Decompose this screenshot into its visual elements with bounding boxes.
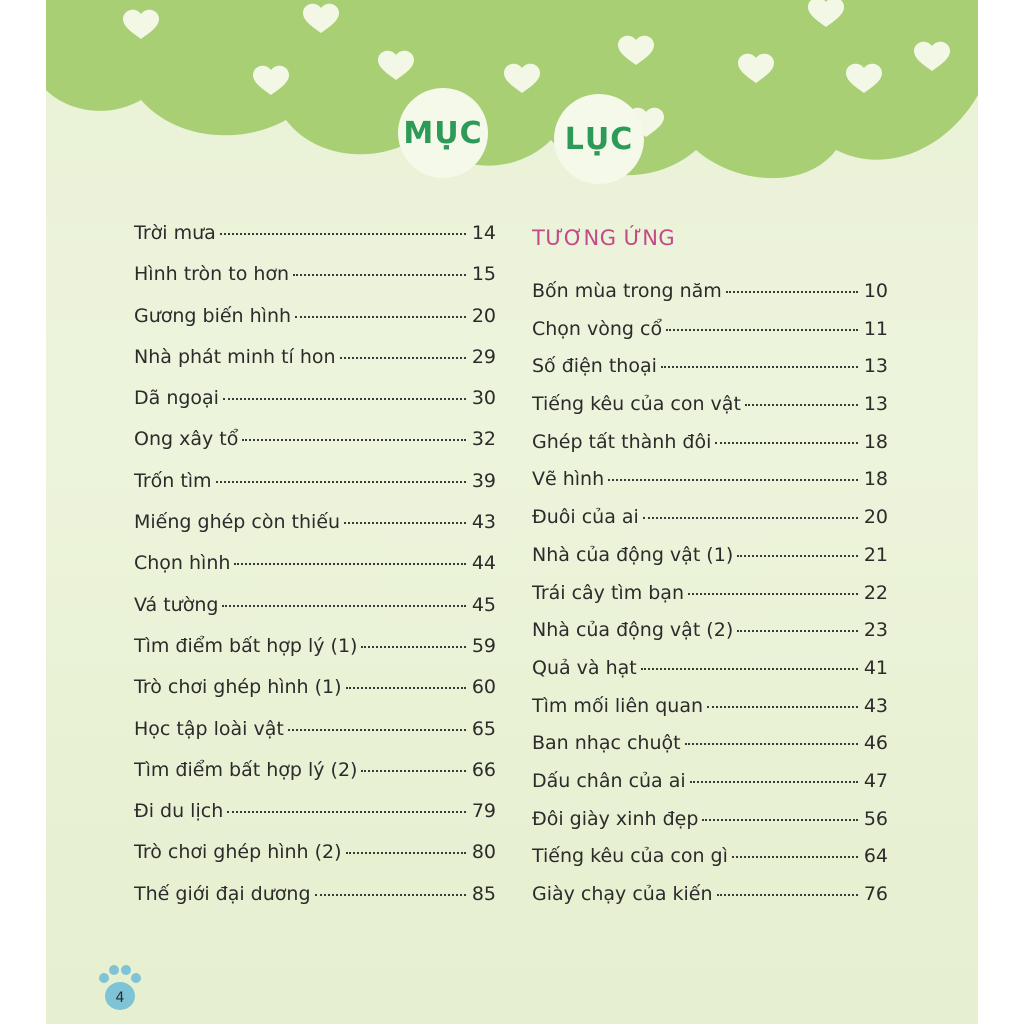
- dot-leader: [293, 274, 466, 276]
- toc-entry: [134, 759, 496, 800]
- toc-entry: [532, 280, 888, 318]
- toc-entry: [134, 387, 496, 428]
- dot-leader: [661, 366, 858, 368]
- toc-entry-title: Chọn vòng cổ: [532, 317, 663, 340]
- toc-entry-page: 66: [471, 758, 496, 781]
- toc-right-column: [532, 226, 888, 921]
- dot-leader: [641, 668, 858, 670]
- toc-entry-title: Dã ngoại: [134, 387, 219, 410]
- dot-leader: [737, 630, 858, 632]
- toc-entry-title: Đuôi của ai: [532, 506, 639, 529]
- toc-entry: [532, 468, 888, 506]
- toc-entry-page: 13: [863, 355, 888, 378]
- toc-entry-page: 59: [471, 634, 496, 657]
- toc-entry: [134, 841, 496, 882]
- dot-leader: [745, 404, 858, 406]
- toc-entry-title: Ong xây tổ: [134, 428, 239, 451]
- toc-entry-page: 15: [471, 263, 496, 286]
- toc-entry-title: Tiếng kêu của con vật: [532, 393, 741, 416]
- toc-entry-page: 43: [471, 511, 496, 534]
- toc-entry: [134, 883, 496, 924]
- dot-leader: [227, 811, 466, 813]
- toc-entry-page: 11: [863, 317, 888, 340]
- toc-entry-page: 85: [471, 882, 496, 905]
- toc-entry: [532, 808, 888, 846]
- toc-entry: [134, 635, 496, 676]
- title-badge-1: [398, 88, 488, 178]
- dot-leader: [242, 439, 465, 441]
- toc-entry-title: Tìm điểm bất hợp lý (2): [134, 758, 358, 781]
- toc-entry: [134, 222, 496, 263]
- toc-entry-title: Trời mưa: [134, 222, 216, 244]
- toc-entry-title: Trốn tìm: [134, 469, 212, 492]
- toc-entry-title: Tiếng kêu của con gì: [532, 845, 728, 868]
- toc-entry-page: 79: [471, 800, 496, 823]
- toc-entry: [532, 544, 888, 582]
- toc-entry-page: 18: [863, 468, 888, 491]
- paw-icon: [96, 964, 144, 1014]
- toc-entry: [532, 657, 888, 695]
- toc-entry: [134, 552, 496, 593]
- toc-entry-page: 41: [863, 656, 888, 679]
- toc-entry-title: Dấu chân của ai: [532, 769, 686, 792]
- toc-entry-page: 46: [863, 732, 888, 755]
- toc-left-column: [134, 222, 496, 924]
- dot-leader: [295, 316, 466, 318]
- dot-leader: [666, 329, 858, 331]
- page-number: 4: [115, 990, 125, 1006]
- toc-entry-title: Giày chạy của kiến: [532, 883, 713, 905]
- toc-entry: [532, 732, 888, 770]
- toc-entry-title: Đôi giày xinh đẹp: [532, 807, 699, 830]
- dot-leader: [690, 781, 858, 783]
- toc-entry-title: Thế giới đại dương: [134, 882, 311, 905]
- toc-entry-page: 13: [863, 393, 888, 416]
- dot-leader: [702, 819, 857, 821]
- toc-entry: [134, 263, 496, 304]
- dot-leader: [315, 894, 466, 896]
- toc-entry: [532, 355, 888, 393]
- toc-entry-page: 56: [863, 807, 888, 830]
- toc-entry-page: 23: [863, 619, 888, 642]
- toc-entry-title: Miếng ghép còn thiếu: [134, 511, 341, 534]
- toc-entry: [532, 695, 888, 733]
- dot-leader: [707, 706, 858, 708]
- dot-leader: [685, 743, 858, 745]
- dot-leader: [216, 481, 466, 483]
- title-badge-2: [554, 94, 644, 184]
- title-word-1: MỤC: [403, 115, 483, 151]
- title-word-2: LỤC: [564, 121, 634, 157]
- toc-entry-page: 43: [863, 694, 888, 717]
- dot-leader: [361, 646, 465, 648]
- toc-entry-page: 39: [471, 469, 496, 492]
- toc-entry: [532, 506, 888, 544]
- toc-entry: [532, 770, 888, 808]
- toc-entry: [532, 318, 888, 356]
- toc-entry-page: 22: [863, 581, 888, 604]
- toc-entry-page: 20: [863, 506, 888, 529]
- toc-entry: [134, 800, 496, 841]
- toc-entry-page: 30: [471, 387, 496, 410]
- dot-leader: [344, 522, 466, 524]
- toc-entry-title: Ban nhạc chuột: [532, 732, 681, 755]
- toc-entry-title: Nhà của động vật (1): [532, 543, 734, 566]
- toc-entry-title: Nhà phát minh tí hon: [134, 345, 336, 368]
- toc-entry: [134, 346, 496, 387]
- section-title: TƯƠNG ỨNG: [532, 226, 676, 250]
- toc-entry-title: Bốn mùa trong năm: [532, 280, 722, 302]
- dot-leader: [220, 233, 466, 235]
- toc-entry-page: 64: [863, 845, 888, 868]
- toc-entry: [532, 883, 888, 921]
- dot-leader: [340, 357, 466, 359]
- toc-entry-page: 14: [471, 222, 496, 244]
- dot-leader: [346, 687, 466, 689]
- toc-entry-title: Trái cây tìm bạn: [532, 581, 684, 604]
- toc-entry-page: 10: [863, 280, 888, 302]
- dot-leader: [288, 729, 466, 731]
- toc-entry: [532, 431, 888, 469]
- toc-entry: [134, 594, 496, 635]
- toc-entry-title: Học tập loài vật: [134, 717, 284, 740]
- toc-entry-title: Số điện thoại: [532, 355, 657, 378]
- toc-entry: [532, 619, 888, 657]
- toc-entry: [134, 718, 496, 759]
- toc-entry-page: 47: [863, 769, 888, 792]
- toc-entry-title: Quả và hạt: [532, 656, 637, 679]
- toc-entry-page: 65: [471, 717, 496, 740]
- toc-entry-page: 29: [471, 345, 496, 368]
- dot-leader: [643, 517, 858, 519]
- dot-leader: [223, 398, 466, 400]
- toc-entry-title: Nhà của động vật (2): [532, 619, 734, 642]
- toc-entry: [134, 676, 496, 717]
- toc-entry-title: Chọn hình: [134, 552, 231, 575]
- toc-entry-page: 21: [863, 543, 888, 566]
- toc-entry-page: 45: [471, 593, 496, 616]
- toc-entry-title: Hình tròn to hơn: [134, 263, 290, 286]
- page-edge: [978, 0, 1024, 1024]
- dot-leader: [715, 442, 857, 444]
- toc-entry-page: 44: [471, 552, 496, 575]
- toc-entry: [134, 428, 496, 469]
- dot-leader: [346, 852, 466, 854]
- toc-entry: [134, 511, 496, 552]
- toc-entry: [532, 845, 888, 883]
- toc-entry-page: 20: [471, 304, 496, 327]
- toc-entry-page: 18: [863, 430, 888, 453]
- dot-leader: [361, 770, 465, 772]
- dot-leader: [688, 593, 858, 595]
- dot-leader: [234, 563, 465, 565]
- dot-leader: [717, 894, 858, 896]
- toc-entry: [532, 393, 888, 431]
- toc-entry-title: Tìm mối liên quan: [532, 694, 703, 717]
- toc-entry-title: Ghép tất thành đôi: [532, 430, 712, 453]
- toc-entry-title: Tìm điểm bất hợp lý (1): [134, 634, 358, 657]
- cloud-banner: [46, 0, 978, 200]
- toc-entry-title: Vẽ hình: [532, 468, 605, 491]
- toc-entry: [134, 305, 496, 346]
- toc-entry-title: Trò chơi ghép hình (1): [134, 676, 342, 699]
- toc-entry-title: Đi du lịch: [134, 800, 224, 823]
- dot-leader: [608, 479, 858, 481]
- toc-entry: [532, 582, 888, 620]
- toc-entry-page: 80: [471, 841, 496, 864]
- toc-entry-page: 76: [863, 883, 888, 905]
- toc-entry-title: Trò chơi ghép hình (2): [134, 841, 342, 864]
- toc-entry: [134, 470, 496, 511]
- dot-leader: [222, 605, 465, 607]
- dot-leader: [726, 291, 858, 293]
- toc-entry-title: Gương biến hình: [134, 304, 292, 327]
- dot-leader: [737, 555, 858, 557]
- toc-entry-page: 32: [471, 428, 496, 451]
- dot-leader: [732, 856, 858, 858]
- toc-entry-page: 60: [471, 676, 496, 699]
- toc-entry-title: Vá tường: [134, 593, 219, 616]
